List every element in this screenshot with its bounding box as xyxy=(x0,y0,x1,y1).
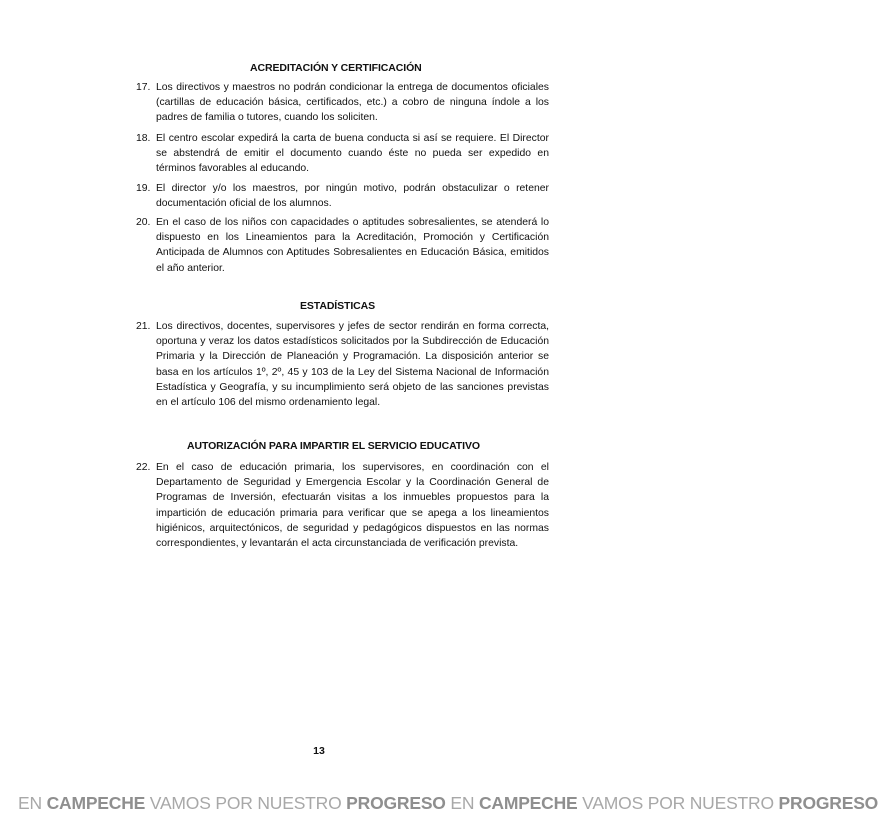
footer-slogan xyxy=(18,793,878,814)
list-item-22 xyxy=(136,460,549,551)
list-item-17 xyxy=(136,80,549,126)
item-text: En el caso de educación primaria, los supervisores, en coordinación con el Departamento de Seguridad y Emergencia Escolar y la Coordinación General de Programas de Inversión, efectuarán visitas a los inmuebles propuestos para la impartición de educación primaria para verificar que se apega a los lineamientos higiénicos, arquitectónicos, de seguridad y pedagógicos dispuestos en las normas correspondientes, y levantarán el acta circunstanciada de verificación prevista. xyxy=(156,462,549,550)
footer-text-bold: CAMPECHE xyxy=(478,793,578,813)
footer-text-bold: CAMPECHE xyxy=(46,793,146,813)
footer-text: EN xyxy=(18,793,47,813)
list-item-20 xyxy=(136,215,549,276)
list-item-19 xyxy=(136,181,549,211)
page-number: 13 xyxy=(313,745,325,757)
item-text: Los directivos y maestros no podrán condicionar la entrega de documentos oficiales (cartillas de educación básica, certificados, etc.) a cobro de ninguna índole a los padres de familia o tutores, cuando los soliciten. xyxy=(156,82,549,124)
item-text: El centro escolar expedirá la carta de buena conducta si así se requiere. El Director se abstendrá de emitir el documento cuando éste no pueda ser expedido en términos favorables al educando. xyxy=(156,133,549,175)
list-item-21 xyxy=(136,319,549,410)
footer-text: VAMOS POR NUESTRO xyxy=(145,793,347,813)
item-number: 20. xyxy=(136,217,151,228)
heading-estadisticas: ESTADÍSTICAS xyxy=(300,300,376,312)
footer-text-bold: PROGRESO xyxy=(346,793,446,813)
footer-text: VAMOS POR NUESTRO xyxy=(577,793,779,813)
item-number: 22. xyxy=(136,462,151,473)
item-number: 18. xyxy=(136,133,151,144)
footer-text: EN xyxy=(445,793,479,813)
footer-text-bold: PROGRESO xyxy=(778,793,878,813)
item-number: 19. xyxy=(136,183,151,194)
item-number: 17. xyxy=(136,82,151,93)
item-text: En el caso de los niños con capacidades o aptitudes sobresalientes, se atenderá lo dispuesto en los Lineamientos para la Acreditación, Promoción y Certificación Anticipada de Alumnos con Aptitudes Sobresalientes en Educación Básica, emitidos el año anterior. xyxy=(156,217,549,274)
list-item-18 xyxy=(136,131,549,177)
heading-acreditacion: ACREDITACIÓN Y CERTIFICACIÓN xyxy=(250,62,422,74)
heading-autorizacion: AUTORIZACIÓN PARA IMPARTIR EL SERVICIO EDUCATIVO xyxy=(187,440,480,452)
item-number: 21. xyxy=(136,321,151,332)
item-text: El director y/o los maestros, por ningún motivo, podrán obstaculizar o retener documentación oficial de los alumnos. xyxy=(156,183,549,210)
item-text: Los directivos, docentes, supervisores y jefes de sector rendirán en forma correcta, oportuna y veraz los datos estadísticos solicitados por la Subdirección de Educación Primaria y la Dirección de Planeación y Programación. La disposición anterior se basa en los artículos 1º, 2º, 45 y 103 de la Ley del Sistema Nacional de Información Estadística y Geografía, y su incumplimiento será objeto de las sanciones previstas en el artículo 106 del mismo ordenamiento legal. xyxy=(156,321,549,409)
